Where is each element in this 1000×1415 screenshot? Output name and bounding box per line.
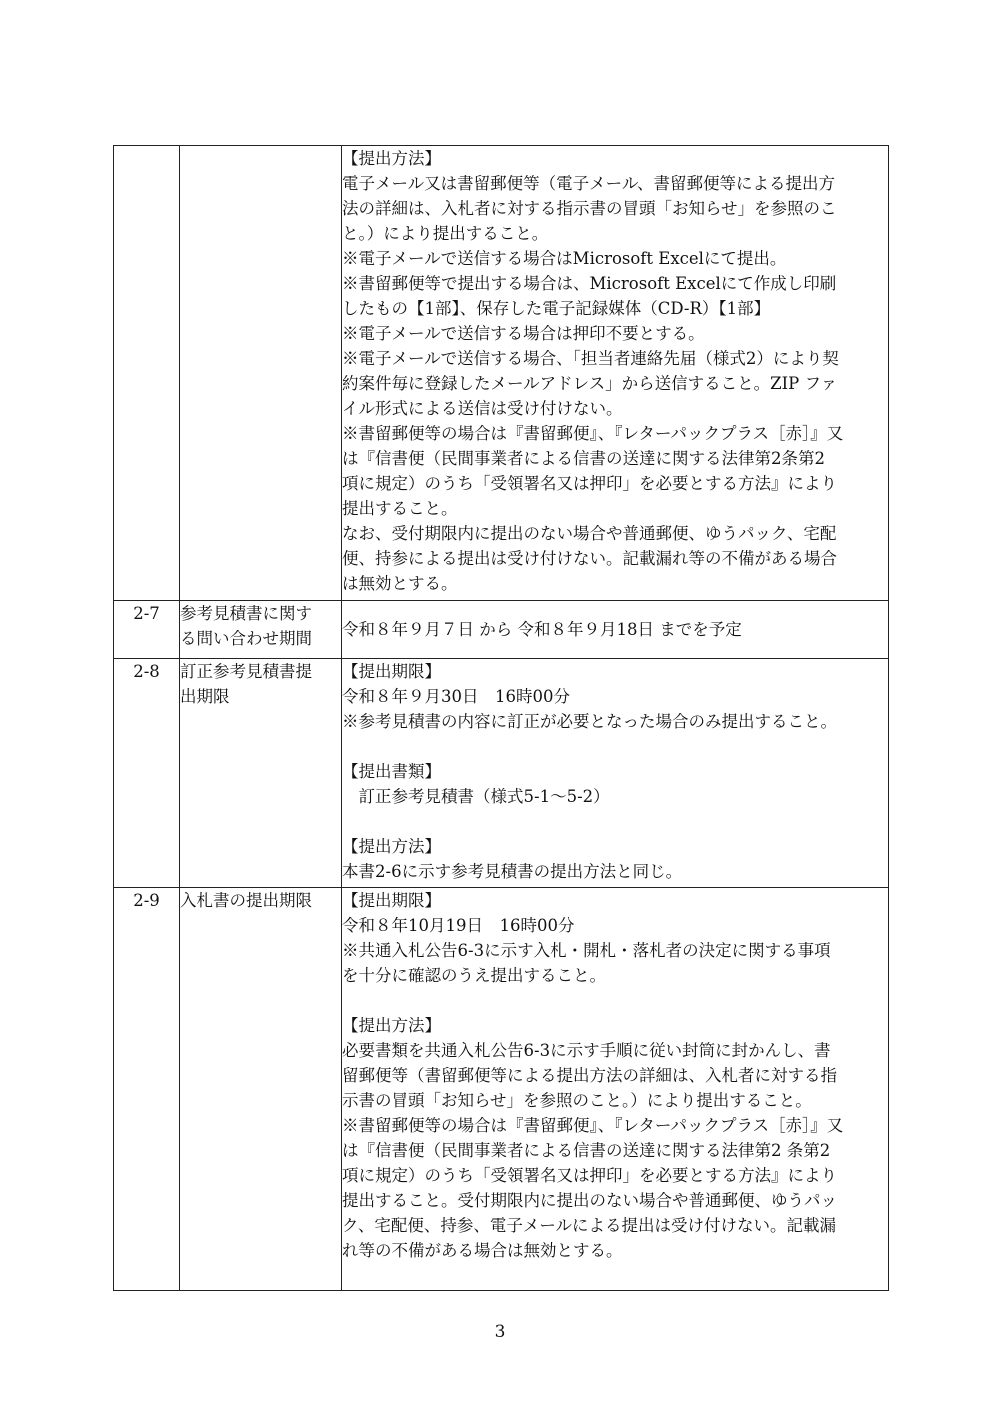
row-label xyxy=(180,659,342,888)
table-row xyxy=(114,601,889,659)
row-content xyxy=(342,888,889,1291)
content-line: 約案件毎に登録したメールアドレス」から送信すること。ZIP ファ xyxy=(342,374,838,393)
row-content xyxy=(342,659,889,888)
content-line: ク、宅配便、持参、電子メールによる提出は受け付けない。記載漏 xyxy=(342,1216,837,1235)
content-line: れ等の不備がある場合は無効とする。 xyxy=(342,1241,623,1260)
table-row xyxy=(114,659,889,888)
table-row xyxy=(114,146,889,601)
blank-line xyxy=(342,988,888,1013)
content-line: 必要書類を共通入札公告6-3に示す手順に従い封筒に封かんし、書 xyxy=(342,1041,831,1060)
content-line: ※書留郵便等の場合は『書留郵便』、『レターパックプラス［赤］』又 xyxy=(342,1116,844,1135)
content-line: ※参考見積書の内容に訂正が必要となった場合のみ提出すること。 xyxy=(342,712,837,731)
label-line: 訂正参考見積書提 xyxy=(180,662,312,681)
content-line: ※共通入札公告6-3に示す入札・開札・落札者の決定に関する事項 xyxy=(342,941,831,960)
content-line: と。）により提出すること。 xyxy=(342,224,549,243)
content-line: 【提出方法】 xyxy=(342,149,441,168)
content-line: 【提出書類】 xyxy=(342,762,441,781)
row-label xyxy=(180,146,342,601)
content-line: 【提出期限】 xyxy=(342,891,441,910)
content-line: を十分に確認のうえ提出すること。 xyxy=(342,966,606,985)
content-line: 便、持参による提出は受け付けない。記載漏れ等の不備がある場合 xyxy=(342,549,837,568)
content-line: ※書留郵便等の場合は『書留郵便』、『レターパックプラス［赤］』又 xyxy=(342,424,844,443)
content-line: 本書2-6に示す参考見積書の提出方法と同じ。 xyxy=(342,862,683,881)
label-line: 出期限 xyxy=(180,687,230,706)
content-line: ※電子メールで送信する場合はMicrosoft Excelにて提出。 xyxy=(342,249,787,268)
content-line: ※書留郵便等で提出する場合は、Microsoft Excelにて作成し印刷 xyxy=(342,274,837,293)
content-line: ※電子メールで送信する場合、「担当者連絡先届（様式2）により契 xyxy=(342,349,839,368)
content-line: 訂正参考見積書（様式5-1～5-2） xyxy=(342,787,610,806)
table-row xyxy=(114,888,889,1291)
row-number: 2-9 xyxy=(114,888,180,1291)
content-line: 電子メール又は書留郵便等（電子メール、書留郵便等による提出方 xyxy=(342,174,836,193)
row-content xyxy=(342,601,889,659)
content-line: ※電子メールで送信する場合は押印不要とする。 xyxy=(342,324,705,343)
row-number: 2-8 xyxy=(114,659,180,888)
content-line: は『信書便（民間事業者による信書の送達に関する法律第2 条第2 xyxy=(342,1141,831,1160)
content-line: 法の詳細は、入札者に対する指示書の冒頭「お知らせ」を参照のこ xyxy=(342,199,837,218)
content-line: 【提出方法】 xyxy=(342,837,441,856)
content-line: は『信書便（民間事業者による信書の送達に関する法律第2条第2 xyxy=(342,449,825,468)
content-line: なお、受付期限内に提出のない場合や普通郵便、ゆうパック、宅配 xyxy=(342,524,837,543)
content-line: 【提出方法】 xyxy=(342,1016,441,1035)
row-label xyxy=(180,601,342,659)
label-line: 参考見積書に関す xyxy=(180,604,312,623)
page-number: 3 xyxy=(494,1322,506,1342)
row-number: 2-7 xyxy=(114,601,180,659)
content-line: 【提出期限】 xyxy=(342,662,441,681)
content-line: 項に規定）のうち「受領署名又は押印」を必要とする方法』により xyxy=(342,1166,837,1185)
content-line: したもの【1部】、保存した電子記録媒体（CD-R）【1部】 xyxy=(342,299,771,318)
label-line: る問い合わせ期間 xyxy=(180,629,312,648)
schedule-table xyxy=(113,145,889,1291)
row-label xyxy=(180,888,342,1291)
content-line: 令和８年９月30日 16時00分 xyxy=(342,687,570,706)
content-line: 項に規定）のうち「受領署名又は押印」を必要とする方法』により xyxy=(342,474,837,493)
content-line: は無効とする。 xyxy=(342,574,458,593)
row-number xyxy=(114,146,180,601)
content-line: 令和８年10月19日 16時00分 xyxy=(342,916,575,935)
row-content xyxy=(342,146,889,601)
blank-line xyxy=(342,809,888,834)
content-line: 令和８年９月７日 から 令和８年９月18日 までを予定 xyxy=(342,620,742,639)
content-line: 留郵便等（書留郵便等による提出方法の詳細は、入札者に対する指 xyxy=(342,1066,837,1085)
content-line: 提出すること。受付期限内に提出のない場合や普通郵便、ゆうパッ xyxy=(342,1191,837,1210)
blank-line xyxy=(342,734,888,759)
content-line: 提出すること。 xyxy=(342,499,458,518)
label-line: 入札書の提出期限 xyxy=(180,891,312,910)
content-line: 示書の冒頭「お知らせ」を参照のこと。）により提出すること。 xyxy=(342,1091,812,1110)
content-line: イル形式による送信は受け付けない。 xyxy=(342,399,623,418)
